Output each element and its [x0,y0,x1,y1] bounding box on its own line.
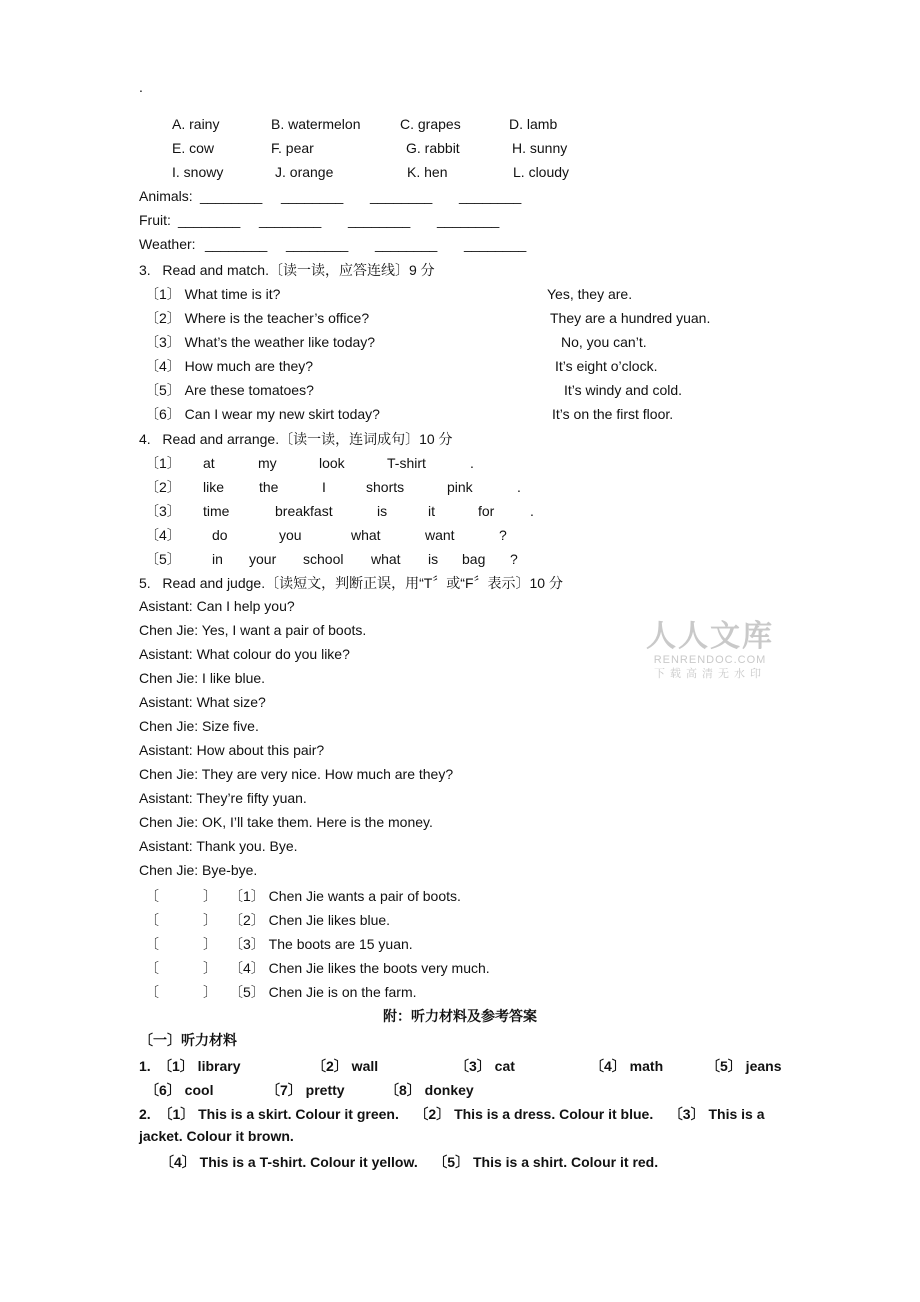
arrange-number: 〔5〕 [145,551,181,567]
answer-blank[interactable]: ________ [348,212,411,228]
arrange-word: . [530,503,534,519]
arrange-word: breakfast [275,503,333,519]
q1-item: 〔2〕 wall [312,1058,379,1074]
q1-item: 〔1〕 library [158,1058,241,1074]
arrange-word: pink [447,479,473,495]
dialogue-line: Chen Jie: They are very nice. How much are they? [139,766,454,782]
q1-item: 〔8〕 donkey [385,1082,474,1098]
answer-blank[interactable]: ________ [286,236,349,252]
q1-item: 〔5〕 jeans [706,1058,782,1074]
arrange-word: ? [510,551,518,567]
category-label: Fruit: [139,212,171,228]
dialogue-line: Chen Jie: Yes, I want a pair of boots. [139,622,367,638]
option-item: K. hen [407,164,448,180]
answer-blank[interactable]: ________ [205,236,268,252]
arrange-word: look [319,455,345,471]
answer-blank[interactable]: ________ [259,212,322,228]
judge-bracket-close: 〕 [203,960,217,976]
match-answer: Yes, they are. [547,286,633,302]
arrange-word: the [259,479,279,495]
option-item: G. rabbit [406,140,460,156]
option-item: C. grapes [400,116,461,132]
judge-bracket-close: 〕 [203,888,217,904]
q1-item: 〔4〕 math [590,1058,664,1074]
q2-line: 〔4〕 This is a T-shirt. Colour it yellow. 〔5〕 This is a shirt. Colour it red. [160,1154,659,1170]
option-item: E. cow [172,140,215,156]
arrange-word: is [428,551,439,567]
arrange-word: your [249,551,277,567]
judge-bracket-close: 〕 [203,912,217,928]
match-question: 〔1〕 What time is it? [145,286,281,302]
judge-bracket-close: 〕 [203,936,217,952]
category-label: Animals: [139,188,193,204]
arrange-word: school [303,551,344,567]
arrange-word: I [322,479,326,495]
watermark-tagline: 下载高清无水印 [654,668,766,680]
option-item: F. pear [271,140,314,156]
judge-statement: 〔2〕 Chen Jie likes blue. [229,912,391,928]
match-question: 〔2〕 Where is the teacher’s office? [145,310,370,326]
dialogue-line: Chen Jie: Bye-bye. [139,862,258,878]
answer-blank[interactable]: ________ [178,212,241,228]
answer-blank[interactable]: ________ [281,188,344,204]
top-dot: . [139,79,143,95]
arrange-word: it [428,503,435,519]
judge-statement: 〔4〕 Chen Jie likes the boots very much. [229,960,490,976]
arrange-word: want [425,527,455,543]
arrange-word: . [517,479,521,495]
arrange-word: bag [462,551,486,567]
option-item: I. snowy [172,164,224,180]
answer-blank[interactable]: ________ [370,188,433,204]
arrange-word: like [203,479,225,495]
judge-bracket-open[interactable]: 〔 [145,984,159,1000]
match-question: 〔4〕 How much are they? [145,358,314,374]
option-item: A. rainy [172,116,220,132]
dialogue-line: Chen Jie: Size five. [139,718,259,734]
arrange-word: T-shirt [387,455,426,471]
option-item: L. cloudy [513,164,570,180]
answer-blank[interactable]: ________ [375,236,438,252]
arrange-word: in [212,551,223,567]
arrange-word: ? [499,527,507,543]
arrange-word: . [470,455,474,471]
option-item: B. watermelon [271,116,361,132]
match-question: 〔5〕 Are these tomatoes? [145,382,314,398]
arrange-word: time [203,503,230,519]
option-item: D. lamb [509,116,558,132]
match-answer: No, you can’t. [561,334,647,350]
judge-bracket-open[interactable]: 〔 [145,888,159,904]
arrange-word: what [371,551,401,567]
section-5-title: 5. Read and judge.〔读短文，判断正误，用“T〞或“F〞表示〕10 分 [139,575,563,591]
dialogue-line: Asistant: How about this pair? [139,742,325,758]
arrange-number: 〔1〕 [145,455,181,471]
q2-line: jacket. Colour it brown. [139,1128,294,1144]
arrange-word: for [478,503,495,519]
match-answer: It’s on the first floor. [552,406,674,422]
arrange-word: at [203,455,215,471]
match-answer: They are a hundred yuan. [550,310,711,326]
option-item: J. orange [275,164,334,180]
dialogue-line: Chen Jie: I like blue. [139,670,266,686]
match-question: 〔3〕 What’s the weather like today? [145,334,376,350]
judge-statement: 〔3〕 The boots are 15 yuan. [229,936,413,952]
match-answer: It’s windy and cold. [564,382,683,398]
dialogue-line: Asistant: Can I help you? [139,598,295,614]
dialogue-line: Asistant: Thank you. Bye. [139,838,298,854]
dialogue-line: Asistant: What size? [139,694,266,710]
answer-blank[interactable]: ________ [200,188,263,204]
arrange-word: what [351,527,381,543]
q1-number: 1. [139,1058,151,1074]
answer-blank[interactable]: ________ [437,212,500,228]
arrange-word: is [377,503,388,519]
q2-line: 2. 〔1〕 This is a skirt. Colour it green. 〔2〕 This is a dress. Colour it blue. 〔3〕 This is a [139,1106,765,1122]
judge-bracket-close: 〕 [203,984,217,1000]
q1-item: 〔7〕 pretty [266,1082,345,1098]
watermark-domain: RENRENDOC.COM [653,654,767,666]
arrange-number: 〔4〕 [145,527,181,543]
arrange-number: 〔3〕 [145,503,181,519]
section-3-title: 3. Read and match.〔读一读，应答连线〕9 分 [139,262,435,278]
answer-blank[interactable]: ________ [459,188,522,204]
appendix-subtitle: 〔一〕听力材料 [139,1032,237,1048]
match-answer: It’s eight o’clock. [555,358,658,374]
judge-bracket-open[interactable]: 〔 [145,912,159,928]
judge-bracket-open[interactable]: 〔 [145,960,159,976]
dialogue-line: Chen Jie: OK, I’ll take them. Here is the money. [139,814,433,830]
match-question: 〔6〕 Can I wear my new skirt today? [145,406,380,422]
q1-item: 〔6〕 cool [145,1082,214,1098]
dialogue-line: Asistant: They’re fifty yuan. [139,790,307,806]
answer-blank[interactable]: ________ [464,236,527,252]
arrange-number: 〔2〕 [145,479,181,495]
arrange-word: my [258,455,277,471]
judge-bracket-open[interactable]: 〔 [145,936,159,952]
q1-item: 〔3〕 cat [455,1058,515,1074]
watermark [640,620,780,681]
arrange-word: you [279,527,302,543]
dialogue-line: Asistant: What colour do you like? [139,646,350,662]
watermark-logo: 人人文库 [646,620,774,653]
arrange-word: shorts [366,479,405,495]
judge-statement: 〔5〕 Chen Jie is on the farm. [229,984,417,1000]
section-4-title: 4. Read and arrange.〔读一读，连词成句〕10 分 [139,431,453,447]
option-item: H. sunny [512,140,568,156]
arrange-word: do [212,527,228,543]
judge-statement: 〔1〕 Chen Jie wants a pair of boots. [229,888,461,904]
appendix-title: 附：听力材料及参考答案 [383,1008,537,1024]
category-label: Weather: [139,236,196,252]
